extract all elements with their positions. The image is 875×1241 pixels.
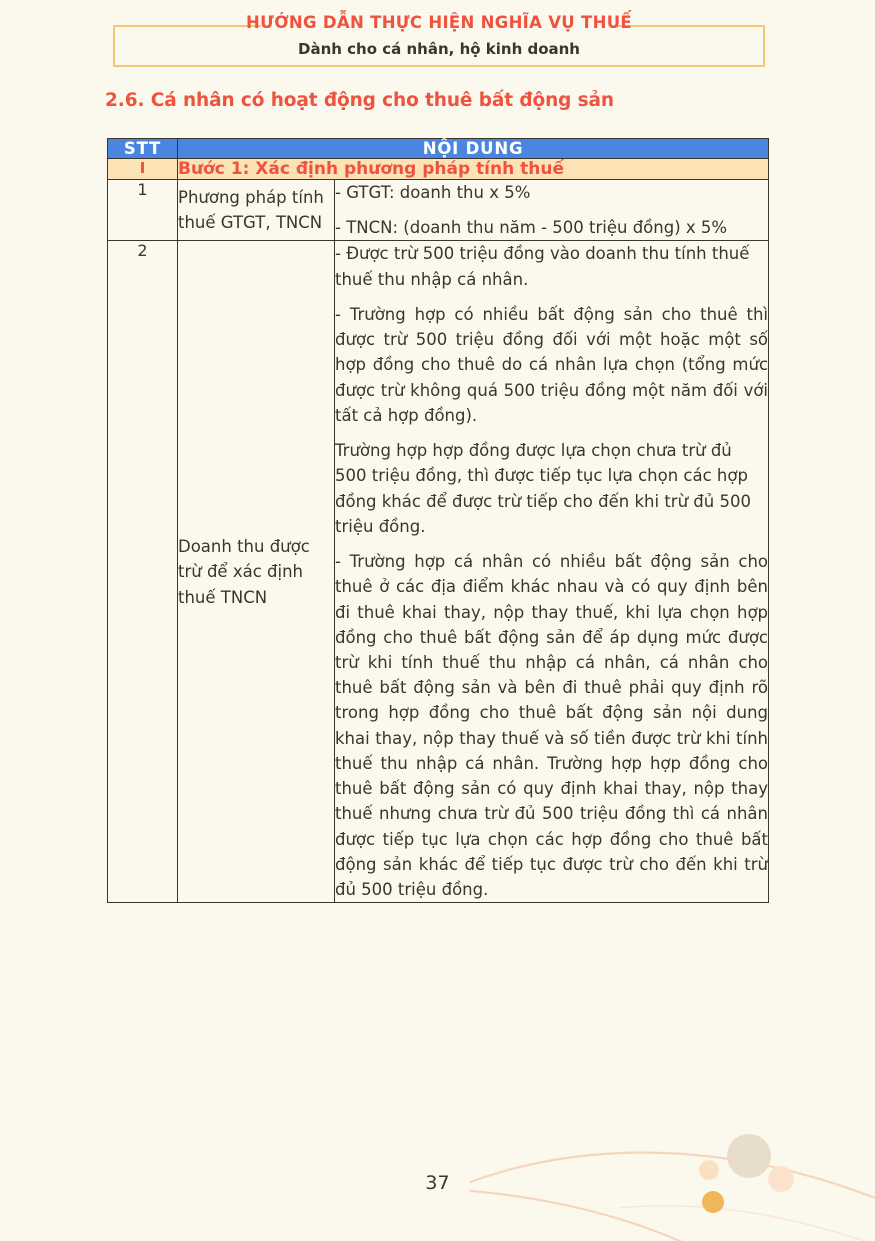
footer-decoration bbox=[470, 1090, 875, 1241]
content-paragraph: - Được trừ 500 triệu đồng vào doanh thu tính thuế thuế thu nhập cá nhân. bbox=[335, 244, 750, 289]
content-paragraph: - Trường hợp cá nhân có nhiều bất động sản cho thuê ở các địa điểm khác nhau và có quy định bên đi thuê khai thay, nộp thay thuế, khi lựa chọn hợp đồng cho thuê bất động sản để áp dụng mức được trừ khi tính thuế thu nhập cá nhân, cá nhân cho thuê bất động sản và bên đi thuê phải quy định rõ trong hợp đồng cho thuê bất động sản nội dung khai thay, nộp thay thuế và số tiền được trừ khi tính thuế thu nhập cá nhân. Trường hợp hợp đồng cho thuê bất động sản có quy định khai thay, nộp thay thuế nhưng chưa trừ đủ 500 triệu đồng thì cá nhân được tiếp tục lựa chọn các hợp đồng cho thuê bất động sản khác để tiếp tục được trừ cho đến khi trừ đủ 500 triệu đồng. bbox=[335, 552, 769, 900]
table-step-row bbox=[108, 159, 769, 180]
decorative-arc-diagonal bbox=[470, 1190, 800, 1241]
tax-guide-table bbox=[107, 138, 769, 903]
table-header-row bbox=[108, 139, 769, 159]
step-row-title: Bước 1: Xác định phương pháp tính thuế bbox=[178, 159, 769, 180]
header-title: HƯỚNG DẪN THỰC HIỆN NGHĨA VỤ THUẾ bbox=[246, 13, 632, 32]
header-subtitle: Dành cho cá nhân, hộ kinh doanh bbox=[298, 40, 580, 58]
row-content bbox=[335, 241, 769, 903]
table-row bbox=[108, 180, 769, 241]
page-number: 37 bbox=[425, 1172, 450, 1194]
row-label: Doanh thu được trừ để xác định thuế TNCN bbox=[178, 241, 335, 903]
decorative-circle-accent bbox=[702, 1191, 724, 1213]
content-paragraph: Trường hợp hợp đồng được lựa chọn chưa trừ đủ 500 triệu đồng, thì được tiếp tục lựa chọn các hợp đồng khác để được trừ tiếp cho đến khi trừ đủ 500 triệu đồng. bbox=[335, 441, 751, 536]
column-header-noidung: NỘI DUNG bbox=[178, 139, 769, 159]
row-label: Phương pháp tính thuế GTGT, TNCN bbox=[178, 180, 335, 241]
content-paragraph: - Trường hợp có nhiều bất động sản cho thuê thì được trừ 500 triệu đồng đối với một hoặc một số hợp đồng cho thuê do cá nhân lựa chọn (tổng mức được trừ không quá 500 triệu đồng một năm đối với tất cả hợp đồng). bbox=[335, 304, 769, 425]
content-paragraph: - GTGT: doanh thu x 5% bbox=[335, 183, 531, 202]
decorative-arc-lower bbox=[620, 1206, 875, 1241]
step-row-number: I bbox=[108, 159, 178, 180]
row-number: 2 bbox=[108, 241, 178, 903]
running-header bbox=[113, 13, 765, 67]
row-number: 1 bbox=[108, 180, 178, 241]
row-content bbox=[335, 180, 769, 241]
content-paragraph: - TNCN: (doanh thu năm - 500 triệu đồng) x 5% bbox=[335, 218, 728, 238]
section-heading: 2.6. Cá nhân có hoạt động cho thuê bất động sản bbox=[105, 90, 614, 111]
column-header-stt: STT bbox=[108, 139, 178, 159]
table-row bbox=[108, 241, 769, 903]
